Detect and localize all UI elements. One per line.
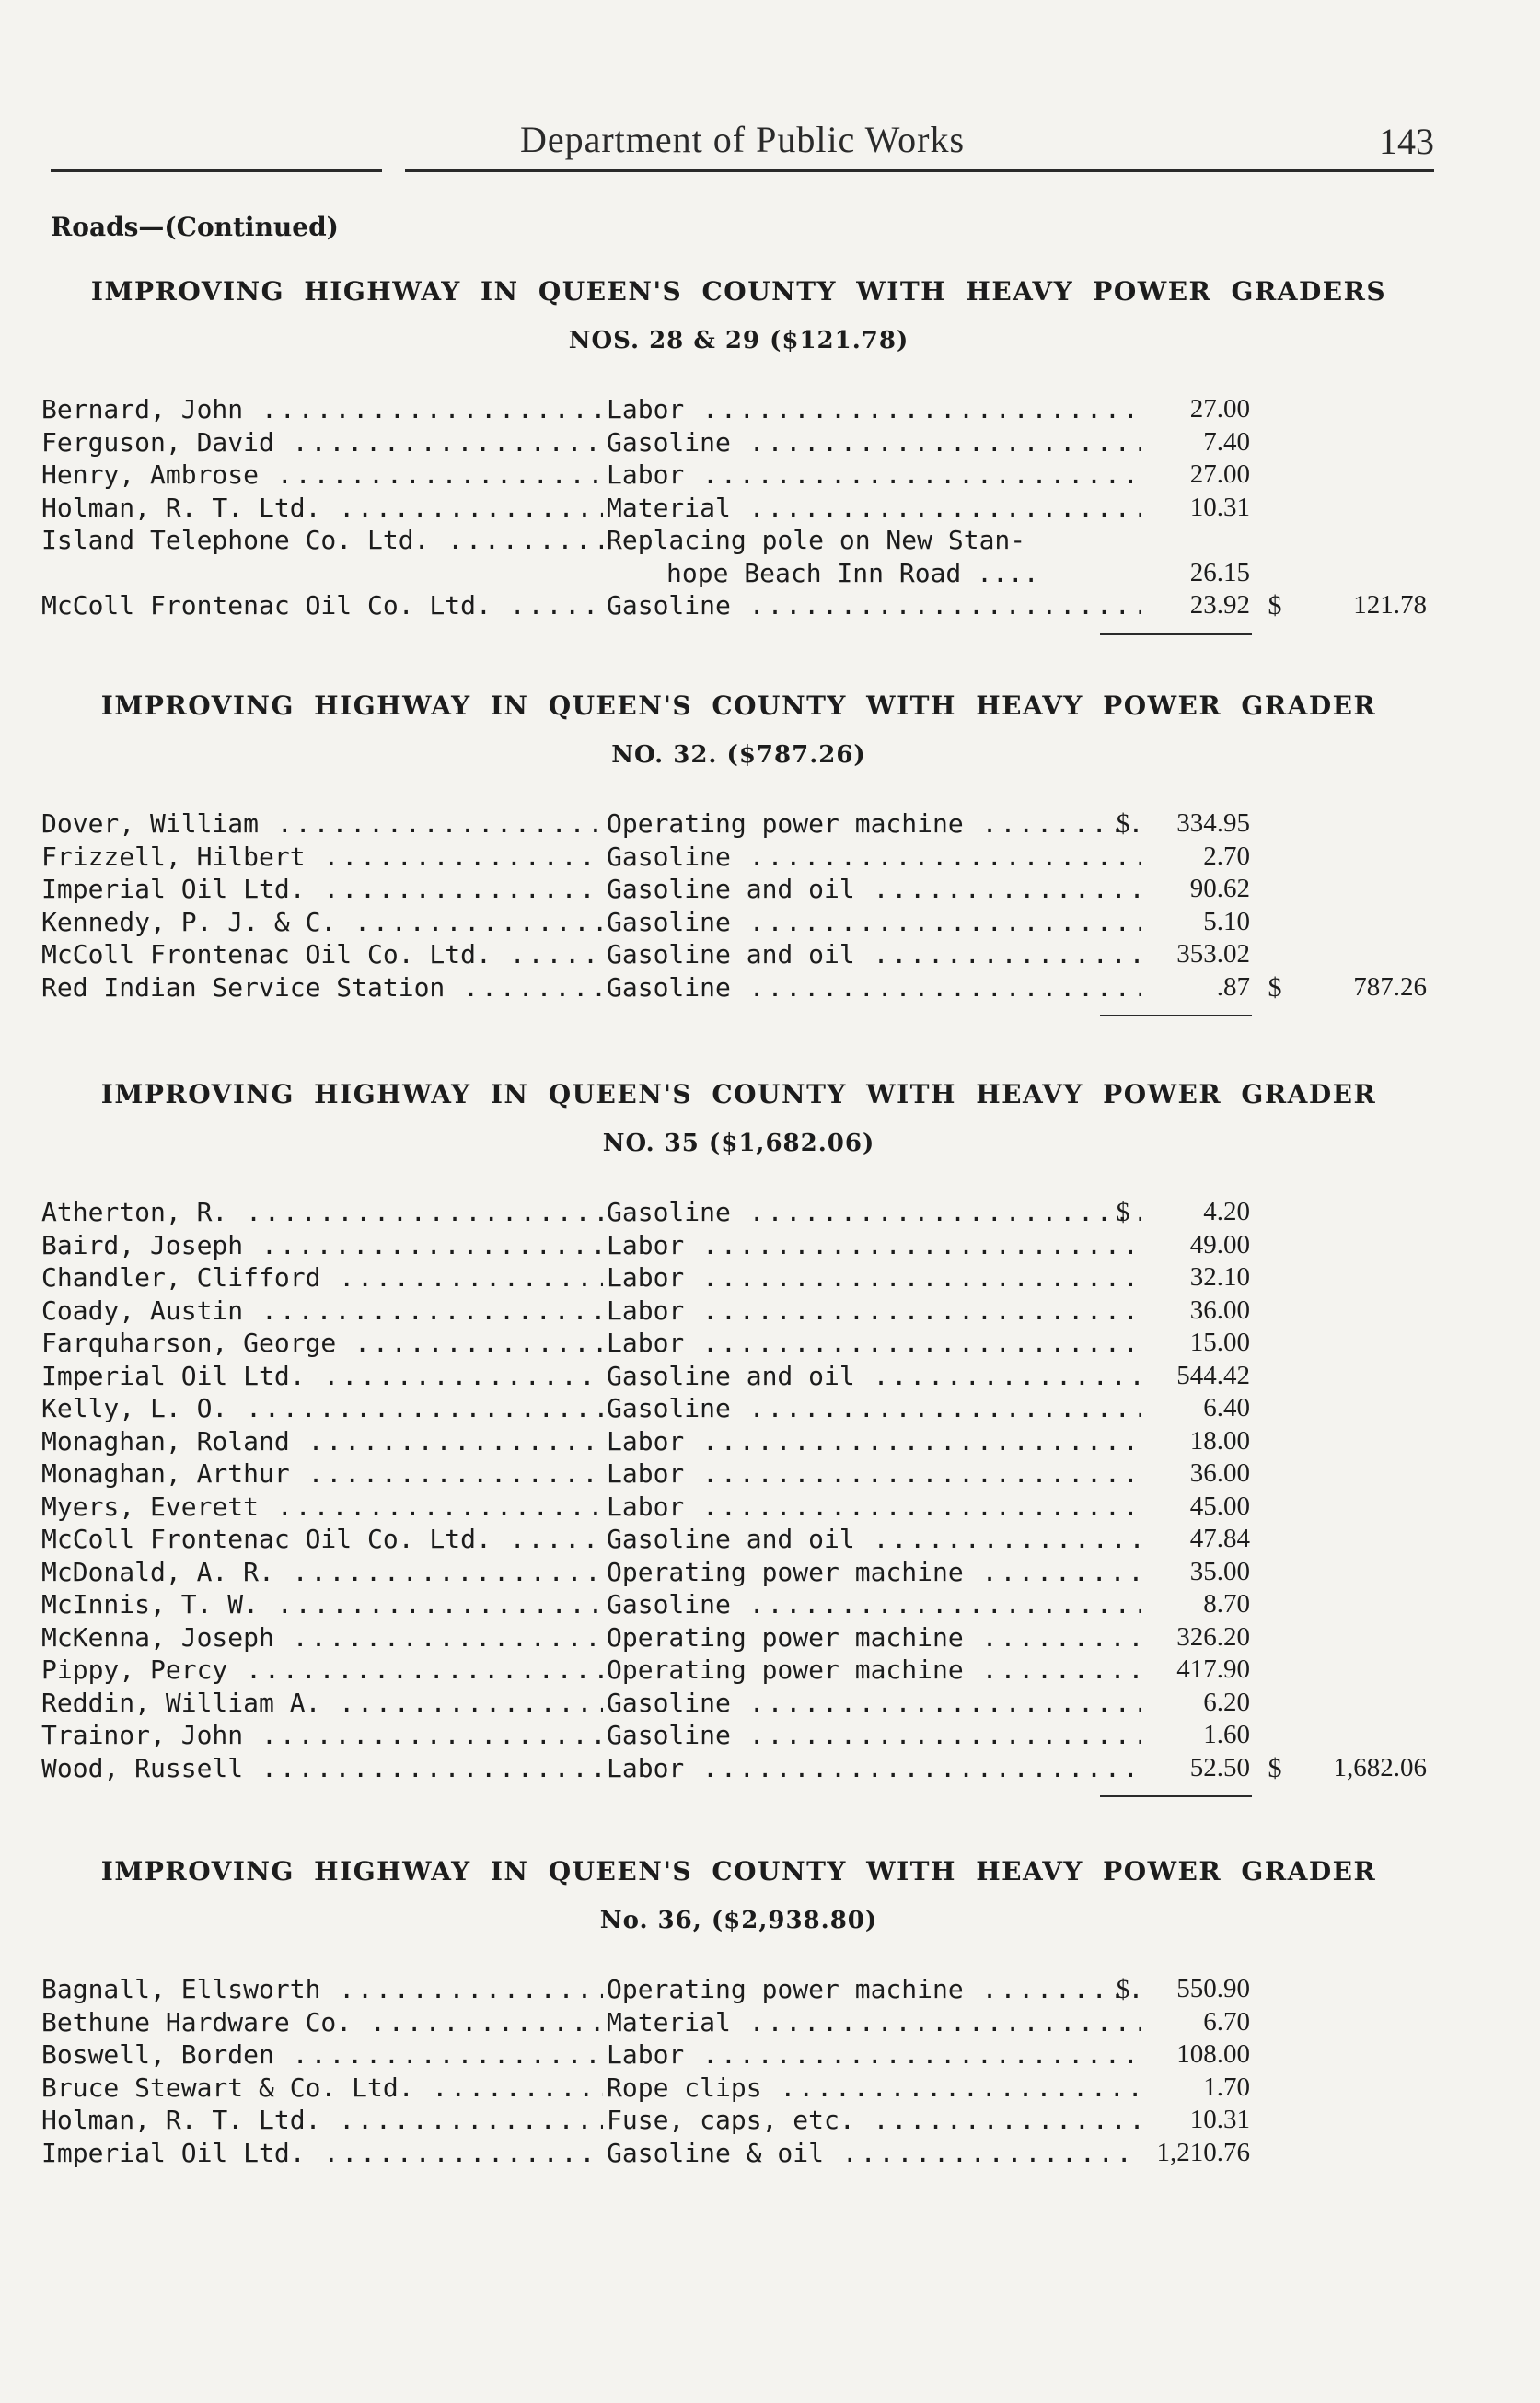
entry-amount: 52.50 (1189, 1752, 1250, 1782)
entry-amount: 550.90 (1176, 1974, 1250, 2003)
entry-row (41, 2137, 1436, 2170)
entry-amount: 23.92 (1189, 590, 1250, 620)
entry-description (607, 2137, 1141, 2170)
payee-name (41, 459, 603, 492)
payee-name (41, 873, 603, 906)
payee-name (41, 938, 603, 971)
payee-text: Bagnall, Ellsworth (41, 1974, 321, 2004)
description-text: Operating power machine (607, 1974, 964, 2004)
entry-amount: 35.00 (1189, 1556, 1250, 1586)
entry-description (607, 1360, 1141, 1393)
entry-amount: 45.00 (1189, 1491, 1250, 1521)
description-text: Gasoline (607, 1687, 731, 1718)
payee-name (41, 1654, 603, 1687)
entry-description (607, 1491, 1141, 1524)
entry-amount: 8.70 (1203, 1589, 1250, 1619)
section-heading: IMPROVING HIGHWAY IN QUEEN'S COUNTY WITH HEAVY POWER GRADERS (90, 276, 1387, 307)
entry-row (41, 1687, 1436, 1720)
entry-row (41, 1621, 1436, 1654)
section-heading: IMPROVING HIGHWAY IN QUEEN'S COUNTY WITH HEAVY POWER GRADER (100, 1856, 1377, 1886)
entry-row (41, 1229, 1436, 1262)
entry-description (607, 971, 1141, 1004)
description-text: Gasoline (607, 1393, 731, 1423)
payee-text: McColl Frontenac Oil Co. Ltd. (41, 1524, 492, 1554)
entry-description (607, 589, 1141, 622)
description-text: Fuse, caps, etc. (607, 2105, 855, 2135)
description-text: Labor (607, 1262, 685, 1293)
entry-amount: 15.00 (1189, 1328, 1250, 1357)
payee-name (41, 2038, 603, 2072)
entry-row (41, 524, 1436, 589)
entry-list (41, 393, 1436, 635)
total-rule (1100, 1795, 1252, 1797)
entry-description (607, 1687, 1141, 1720)
payee-name (41, 1687, 603, 1720)
entry-amount: 4.20 (1203, 1197, 1250, 1226)
description-text: Gasoline (607, 1197, 731, 1227)
description-text: Labor (607, 1229, 685, 1260)
entry-description (607, 524, 1141, 589)
entry-description (607, 2072, 1141, 2105)
entry-amount: 544.42 (1176, 1360, 1250, 1390)
expenditure-section (41, 1079, 1436, 1797)
payee-name (41, 1196, 603, 1229)
payee-text: McDonald, A. R. (41, 1556, 274, 1587)
payee-text: Holman, R. T. Ltd. (41, 492, 321, 523)
entry-amount: 108.00 (1176, 2039, 1250, 2069)
total-dollar-sign: $ (1268, 971, 1282, 1003)
payee-text: Frizzell, Hilbert (41, 841, 306, 872)
entry-amount: 27.00 (1189, 459, 1250, 489)
payee-name (41, 1327, 603, 1360)
entry-row (41, 1523, 1436, 1556)
payee-text: Farquharson, George (41, 1328, 337, 1358)
payee-text: Kelly, L. O. (41, 1393, 228, 1423)
payee-name (41, 807, 603, 841)
entry-amount: 27.00 (1189, 394, 1250, 424)
entry-amount: 32.10 (1189, 1262, 1250, 1292)
entry-amount: 36.00 (1189, 1458, 1250, 1488)
payee-text: Kennedy, P. J. & C. (41, 906, 337, 937)
description-text: Rope clips (607, 2072, 762, 2103)
entry-description (607, 807, 1141, 841)
section-subheading: NO. 32. ($787.26) (611, 741, 866, 769)
payee-text: Wood, Russell (41, 1752, 244, 1783)
entry-description (607, 1457, 1141, 1491)
section-heading: IMPROVING HIGHWAY IN QUEEN'S COUNTY WITH HEAVY POWER GRADER (100, 691, 1377, 721)
entry-description (607, 1425, 1141, 1458)
entry-row (41, 1196, 1436, 1229)
section-subheading: No. 36, ($2,938.80) (599, 1907, 878, 1934)
header-title: Department of Public Works (519, 119, 966, 160)
entry-row (41, 1294, 1436, 1328)
description-text: Gasoline (607, 906, 731, 937)
description-text: Gasoline (607, 971, 731, 1003)
entry-amount: 326.20 (1176, 1621, 1250, 1652)
entry-description (607, 1654, 1141, 1687)
payee-name (41, 1425, 603, 1458)
entry-description (607, 1588, 1141, 1621)
payee-text: Monaghan, Roland (41, 1425, 290, 1457)
entry-row (41, 426, 1436, 459)
entry-amount: 2.70 (1203, 841, 1250, 871)
entry-description (607, 1556, 1141, 1589)
payee-name (41, 906, 603, 939)
running-header (51, 118, 1434, 173)
description-text: Operating power machine (607, 808, 964, 839)
entry-description (607, 2038, 1141, 2072)
total-rule (1100, 633, 1252, 635)
payee-text: Bernard, John (41, 394, 244, 424)
payee-name (41, 1229, 603, 1262)
payee-text: Ferguson, David (41, 426, 274, 458)
entry-description (607, 492, 1141, 525)
entry-description (607, 1294, 1141, 1328)
payee-name (41, 2137, 603, 2170)
entry-amount: 1.70 (1203, 2072, 1250, 2102)
entry-row (41, 873, 1436, 906)
section-subheading: NOS. 28 & 29 ($121.78) (568, 327, 909, 354)
entry-row (41, 841, 1436, 874)
entry-list (41, 807, 1436, 1016)
description-text: Replacing pole on New Stan- (607, 525, 1026, 555)
entry-amount: 49.00 (1189, 1229, 1250, 1260)
payee-text: Atherton, R. (41, 1197, 228, 1227)
description-text: Material (607, 2006, 731, 2037)
entry-row (41, 2006, 1436, 2039)
payee-text: Red Indian Service Station (41, 971, 446, 1003)
entry-description (607, 1523, 1141, 1556)
entry-row (41, 1425, 1436, 1458)
description-text: Gasoline (607, 590, 731, 621)
entry-amount: 47.84 (1189, 1524, 1250, 1553)
entry-description (607, 938, 1141, 971)
section-subheading: NO. 35 ($1,682.06) (602, 1130, 875, 1157)
entry-description (607, 906, 1141, 939)
payee-text: Reddin, William A. (41, 1687, 321, 1718)
entry-amount: 1,210.76 (1156, 2137, 1250, 2167)
entry-amount: .87 (1216, 971, 1250, 1002)
entry-row (41, 2072, 1436, 2105)
payee-text: Dover, William (41, 808, 260, 839)
payee-text: Myers, Everett (41, 1491, 260, 1522)
description-text: Gasoline & oil (607, 2137, 825, 2168)
payee-name (41, 841, 603, 874)
payee-text: Island Telephone Co. Ltd. (41, 525, 430, 555)
section-total: 1,682.06 (1333, 1752, 1427, 1782)
entry-row (41, 807, 1436, 841)
entry-row (41, 1556, 1436, 1589)
payee-name (41, 1556, 603, 1589)
entry-row (41, 589, 1436, 622)
payee-text: McColl Frontenac Oil Co. Ltd. (41, 590, 492, 621)
entry-row (41, 393, 1436, 426)
payee-text: Trainor, John (41, 1720, 244, 1750)
payee-text: Baird, Joseph (41, 1229, 244, 1260)
entry-amount: 6.40 (1203, 1393, 1250, 1422)
entry-description (607, 1229, 1141, 1262)
description-text: Labor (607, 1328, 685, 1358)
payee-text: Chandler, Clifford (41, 1262, 321, 1293)
payee-text: McInnis, T. W. (41, 1589, 260, 1619)
section-heading: IMPROVING HIGHWAY IN QUEEN'S COUNTY WITH HEAVY POWER GRADER (100, 1079, 1377, 1109)
section-total: 787.26 (1353, 971, 1427, 1002)
entry-row (41, 1654, 1436, 1687)
payee-name (41, 1392, 603, 1425)
entry-amount: 7.40 (1203, 426, 1250, 457)
description-text: Gasoline (607, 426, 731, 458)
entry-row (41, 1457, 1436, 1491)
entry-row (41, 459, 1436, 492)
payee-text: Imperial Oil Ltd. (41, 874, 306, 904)
description-text: Labor (607, 1491, 685, 1522)
entry-amount: 36.00 (1189, 1294, 1250, 1325)
entry-amount: 6.20 (1203, 1687, 1250, 1717)
entry-row (41, 2104, 1436, 2137)
entry-amount: 18.00 (1189, 1425, 1250, 1456)
total-dollar-sign: $ (1268, 590, 1282, 621)
entry-description (607, 2104, 1141, 2137)
description-text: Gasoline and oil (607, 939, 855, 969)
entry-description (607, 393, 1141, 426)
entry-row (41, 1360, 1436, 1393)
entry-description (607, 1261, 1141, 1294)
payee-text: Imperial Oil Ltd. (41, 1360, 306, 1391)
entry-amount: 334.95 (1176, 808, 1250, 838)
entry-row (41, 1973, 1436, 2006)
payee-name (41, 1294, 603, 1328)
payee-name (41, 1523, 603, 1556)
description-text: Labor (607, 2039, 685, 2070)
entry-amount: 417.90 (1176, 1654, 1250, 1684)
description-text: Gasoline (607, 1589, 731, 1619)
payee-name (41, 2072, 603, 2105)
entry-amount: 1.60 (1203, 1720, 1250, 1749)
payee-name (41, 426, 603, 459)
entry-description (607, 1392, 1141, 1425)
entry-description (607, 841, 1141, 874)
entry-row (41, 1588, 1436, 1621)
entry-row (41, 906, 1436, 939)
description-text: Labor (607, 394, 685, 424)
description-text: Labor (607, 459, 685, 490)
entry-description (607, 459, 1141, 492)
entry-description (607, 1196, 1141, 1229)
entry-row (41, 1752, 1436, 1785)
description-text: Operating power machine (607, 1621, 964, 1653)
description-text: Material (607, 492, 731, 523)
payee-text: Pippy, Percy (41, 1654, 228, 1685)
description-text: Labor (607, 1458, 685, 1489)
payee-name (41, 1621, 603, 1654)
expenditure-section (41, 276, 1436, 635)
entry-list (41, 1196, 1436, 1797)
payee-name (41, 1973, 603, 2006)
payee-text: Coady, Austin (41, 1294, 244, 1326)
dollar-sign: $ (1116, 1974, 1130, 2004)
entry-amount: 90.62 (1189, 874, 1250, 903)
description-text: Gasoline (607, 1720, 731, 1750)
entry-row (41, 1392, 1436, 1425)
entry-amount: 5.10 (1203, 906, 1250, 936)
payee-text: McColl Frontenac Oil Co. Ltd. (41, 939, 492, 969)
entry-row (41, 938, 1436, 971)
entry-row (41, 1719, 1436, 1752)
payee-name (41, 2006, 603, 2039)
description-text: Gasoline and oil (607, 874, 855, 904)
payee-name (41, 1719, 603, 1752)
entry-row (41, 2038, 1436, 2072)
description-text: Labor (607, 1294, 685, 1326)
payee-name (41, 971, 603, 1004)
header-rule-left (51, 169, 382, 172)
total-rule (1100, 1015, 1252, 1016)
entry-description (607, 2006, 1141, 2039)
payee-text: Bethune Hardware Co. (41, 2006, 353, 2037)
payee-name (41, 393, 603, 426)
entry-amount: 10.31 (1189, 2105, 1250, 2134)
description-text: Gasoline and oil (607, 1524, 855, 1554)
description-text: Operating power machine (607, 1654, 964, 1685)
entry-row (41, 971, 1436, 1004)
description-text: Labor (607, 1752, 685, 1783)
entry-amount: 353.02 (1176, 939, 1250, 969)
payee-text: Bruce Stewart & Co. Ltd. (41, 2072, 414, 2103)
entry-amount: 10.31 (1189, 492, 1250, 522)
payee-text: Boswell, Borden (41, 2039, 274, 2070)
entry-description (607, 873, 1141, 906)
payee-name (41, 1752, 603, 1785)
description-text: Gasoline and oil (607, 1360, 855, 1391)
entry-row (41, 1327, 1436, 1360)
entry-row (41, 1261, 1436, 1294)
entry-description (607, 1327, 1141, 1360)
dollar-sign: $ (1116, 808, 1130, 839)
payee-name (41, 2104, 603, 2137)
payee-name (41, 524, 603, 557)
payee-name (41, 1360, 603, 1393)
payee-name (41, 1261, 603, 1294)
payee-text: Holman, R. T. Ltd. (41, 2105, 321, 2135)
description-continuation: hope Beach Inn Road .... (666, 557, 1039, 588)
entry-description (607, 1621, 1141, 1654)
entry-row (41, 492, 1436, 525)
description-text: Labor (607, 1425, 685, 1457)
description-text: Operating power machine (607, 1556, 964, 1587)
entry-description (607, 1973, 1141, 2006)
payee-text: McKenna, Joseph (41, 1621, 274, 1653)
entry-row (41, 1491, 1436, 1524)
expenditure-section (41, 1856, 1436, 2169)
entry-amount: 26.15 (1189, 557, 1250, 587)
header-rule-right (405, 169, 1434, 172)
page-number: 143 (1379, 121, 1434, 162)
payee-text: Imperial Oil Ltd. (41, 2137, 306, 2168)
payee-name (41, 1491, 603, 1524)
entry-description (607, 1719, 1141, 1752)
total-dollar-sign: $ (1268, 1752, 1282, 1783)
entry-list (41, 1973, 1436, 2169)
entry-description (607, 1752, 1141, 1785)
entry-amount: 6.70 (1203, 2006, 1250, 2037)
description-text: Gasoline (607, 841, 731, 872)
expenditure-section (41, 691, 1436, 1016)
payee-name (41, 589, 603, 622)
payee-name (41, 492, 603, 525)
section-label: Roads—(Continued) (51, 212, 339, 242)
section-total: 121.78 (1353, 590, 1427, 620)
payee-text: Henry, Ambrose (41, 459, 260, 490)
payee-text: Monaghan, Arthur (41, 1458, 290, 1489)
entry-description (607, 426, 1141, 459)
dollar-sign: $ (1116, 1197, 1130, 1227)
payee-name (41, 1588, 603, 1621)
payee-name (41, 1457, 603, 1491)
